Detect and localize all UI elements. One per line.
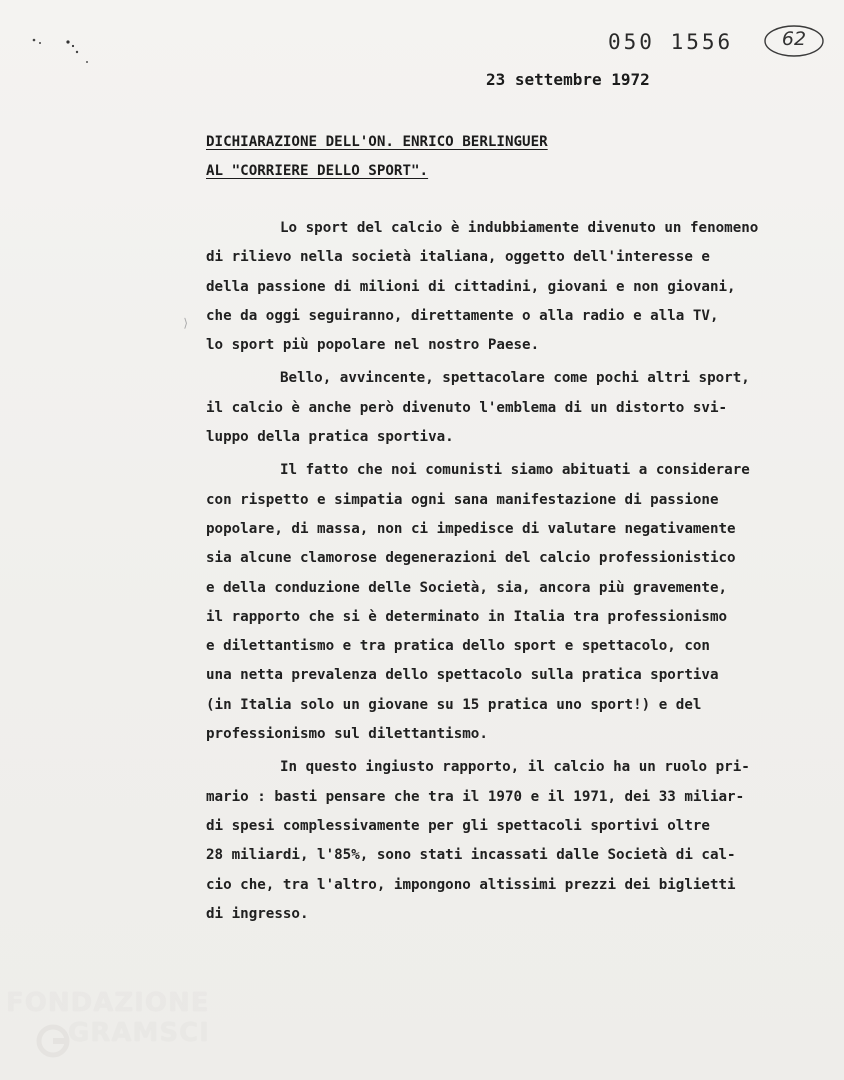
document-body <box>206 214 831 933</box>
text-line: Lo sport del calcio è indubbiamente divenuto un fenomeno <box>280 220 759 236</box>
text-line: cio che, tra l'altro, impongono altissimi prezzi dei biglietti <box>206 876 736 893</box>
archive-number: 050 1556 <box>608 30 734 54</box>
text-line: il rapporto che si è determinato in Italia tra professionismo <box>206 608 728 625</box>
handwritten-page-number <box>763 24 825 58</box>
text-line: il calcio è anche però divenuto l'emblema di un distorto svi- <box>206 399 728 416</box>
text-line: della passione di milioni di cittadini, giovani e non giovani, <box>206 278 736 295</box>
text-line: di spesi complessivamente per gli spettacoli sportivi oltre <box>206 817 710 834</box>
paragraph-3 <box>206 456 831 749</box>
text-line: sia alcune clamorose degenerazioni del calcio professionistico <box>206 550 736 567</box>
paragraph-2 <box>206 364 831 452</box>
text-line: e dilettantismo e tra pratica dello sport e spettacolo, con <box>206 638 710 655</box>
text-line: che da oggi seguiranno, direttamente o alla radio e alla TV, <box>206 307 719 324</box>
text-line: Bello, avvincente, spettacolare come pochi altri sport, <box>280 370 750 387</box>
heading-line-2: AL "CORRIERE DELLO SPORT". <box>206 163 429 179</box>
text-line: luppo della pratica sportiva. <box>206 429 454 446</box>
text-line: con rispetto e simpatia ogni sana manifestazione di passione <box>206 491 719 508</box>
text-line: Il fatto che noi comunisti siamo abituati a considerare <box>280 462 750 479</box>
document-date: 23 settembre 1972 <box>486 70 650 89</box>
text-line: 28 miliardi, l'85%, sono stati incassati dalle Società di cal- <box>206 847 736 864</box>
text-line: una netta prevalenza dello spettacolo sulla pratica sportiva <box>206 667 719 684</box>
heading-line-1: DICHIARAZIONE DELL'ON. ENRICO BERLINGUER <box>206 134 548 150</box>
text-line: popolare, di massa, non ci impedisce di valutare negativamente <box>206 520 736 537</box>
text-line: (in Italia solo un giovane su 15 pratica uno sport!) e del <box>206 696 702 713</box>
text-line: e della conduzione delle Società, sia, ancora più gravemente, <box>206 579 728 596</box>
document-heading <box>206 128 548 186</box>
margin-mark: ⟩ <box>182 316 190 330</box>
text-line: professionismo sul dilettantismo. <box>206 726 488 743</box>
paragraph-1 <box>206 214 831 360</box>
text-line: lo sport più popolare nel nostro Paese. <box>206 337 540 354</box>
watermark-line-2: GRAMSCI <box>68 1018 210 1048</box>
watermark-logo-icon <box>36 1024 70 1058</box>
watermark-line-1: FONDAZIONE <box>6 988 210 1018</box>
text-line: di ingresso. <box>206 905 309 922</box>
page-number-text: 62 <box>781 28 807 50</box>
text-line: mario : basti pensare che tra il 1970 e il 1971, dei 33 miliar- <box>206 788 745 805</box>
text-line: In questo ingiusto rapporto, il calcio ha un ruolo pri- <box>280 759 750 776</box>
foundation-watermark <box>6 988 210 1068</box>
text-line: di rilievo nella società italiana, oggetto dell'interesse e <box>206 249 710 266</box>
scan-specks <box>26 30 96 70</box>
paragraph-4 <box>206 753 831 929</box>
